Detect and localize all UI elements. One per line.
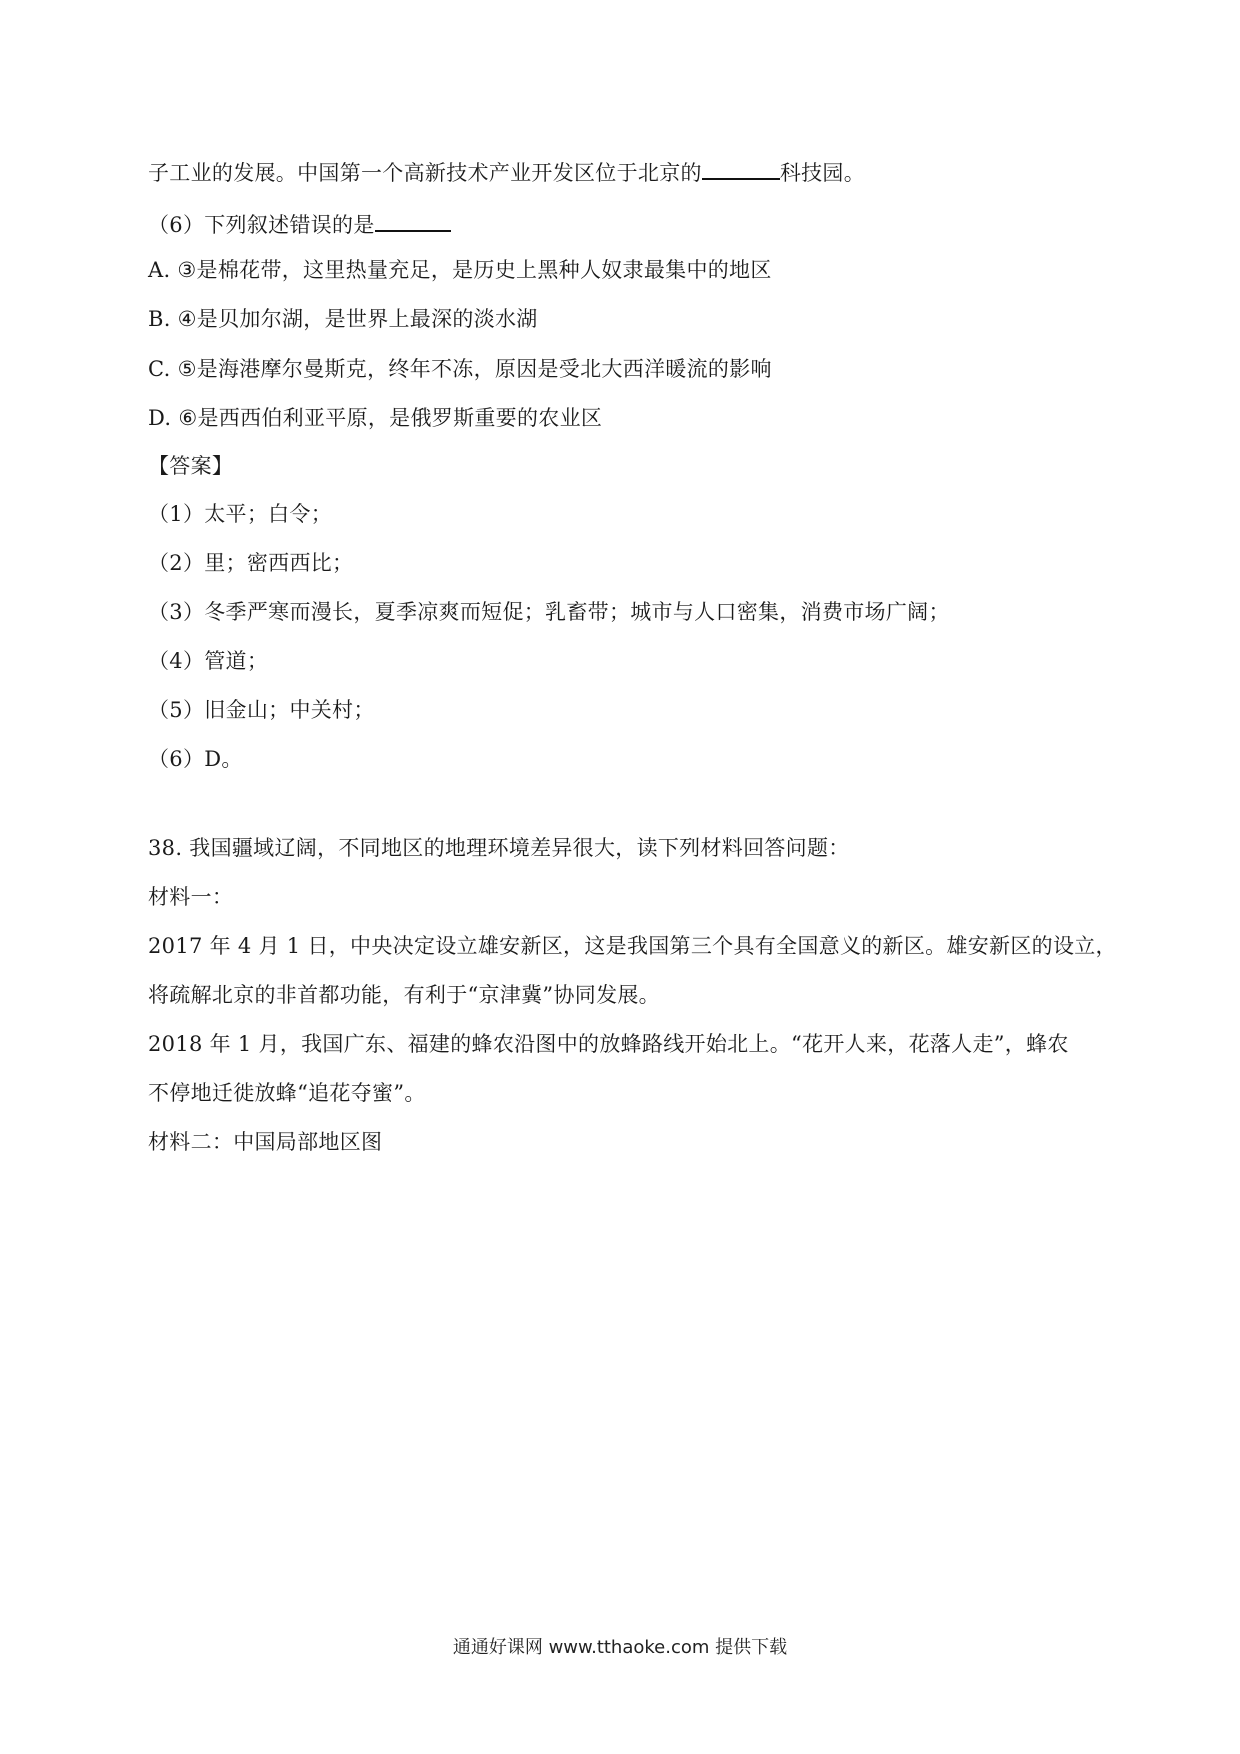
answer-line: （2）里；密西西比；: [148, 551, 354, 575]
material-1-text: 将疏解北京的非首都功能，有利于“京津冀”协同发展。: [148, 983, 660, 1007]
question-text: 子工业的发展。中国第一个高新技术产业开发区位于北京的: [148, 161, 702, 185]
question-text-line: [148, 158, 865, 187]
fill-in-blank: [702, 158, 780, 180]
question-text: 科技园。: [779, 161, 866, 185]
answer-line: （5）旧金山；中关村；: [148, 698, 375, 722]
option-a: A. ③是棉花带，这里热量充足，是历史上黑种人奴隶最集中的地区: [148, 258, 772, 282]
answer-heading: 【答案】: [148, 454, 234, 478]
option-c: C. ⑤是海港摩尔曼斯克，终年不冻，原因是受北大西洋暖流的影响: [148, 357, 772, 381]
sub-question-stem: （6）下列叙述错误的是: [148, 213, 375, 237]
page-footer: 通通好课网 www.tthaoke.com 提供下载: [452, 1637, 788, 1658]
answer-line: （1）太平；白令；: [148, 502, 333, 526]
sub-question-6: [148, 210, 451, 239]
material-1-text: 2017 年 4 月 1 日，中央决定设立雄安新区，这是我国第三个具有全国意义的新区。雄安新区的设立，: [148, 934, 1117, 958]
material-1-text: 不停地迁徙放蜂“追花夺蜜”。: [148, 1081, 426, 1105]
material-1-text: 2018 年 1 月，我国广东、福建的蜂农沿图中的放蜂路线开始北上。“花开人来，花落人走”，蜂农: [148, 1032, 1069, 1056]
material-2-label: 材料二：中国局部地区图: [148, 1130, 383, 1154]
fill-in-blank: [375, 210, 451, 232]
material-1-label: 材料一：: [148, 885, 234, 909]
option-d: D. ⑥是西西伯利亚平原，是俄罗斯重要的农业区: [148, 406, 603, 430]
option-b: B. ④是贝加尔湖，是世界上最深的淡水湖: [148, 307, 538, 331]
answer-line: （4）管道；: [148, 649, 269, 673]
question-38-stem: 38. 我国疆域辽阔，不同地区的地理环境差异很大，读下列材料回答问题：: [148, 836, 850, 860]
answer-line: （6）D。: [148, 747, 243, 771]
answer-line: （3）冬季严寒而漫长，夏季凉爽而短促；乳畜带；城市与人口密集，消费市场广阔；: [148, 600, 950, 624]
